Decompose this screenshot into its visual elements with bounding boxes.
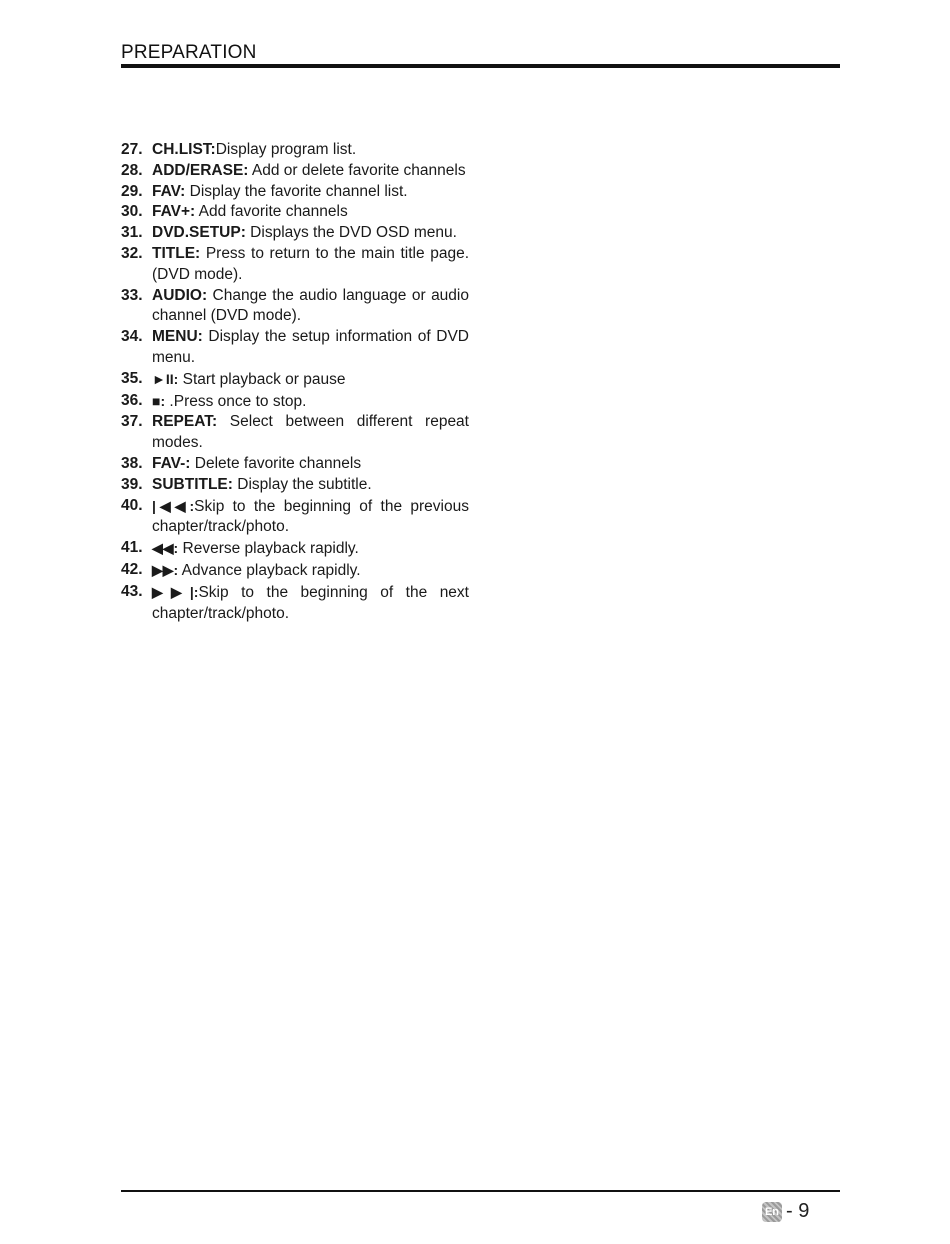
item-body: [152, 391, 469, 413]
list-item: [121, 475, 469, 496]
item-text: Skip to the beginning of the next chapter/track/photo.: [152, 583, 469, 622]
item-number: 28.: [121, 161, 143, 179]
fast-forward-icon: ▶▶:: [152, 561, 179, 578]
item-body: [152, 202, 469, 223]
item-text: Skip to the beginning of the previous chapter/track/photo.: [152, 497, 469, 536]
item-key: SUBTITLE:: [152, 475, 233, 493]
list-item: [121, 538, 469, 560]
item-number: 43.: [121, 582, 143, 600]
item-body: [152, 244, 469, 286]
item-body: [152, 369, 469, 391]
item-text: Change the audio language or audio channel (DVD mode).: [152, 286, 469, 325]
play-pause-icon: ►II:: [152, 370, 179, 387]
list-item: [121, 223, 469, 244]
list-item: [121, 369, 469, 391]
item-text: Displays the DVD OSD menu.: [245, 224, 457, 242]
item-body: [152, 582, 469, 625]
item-text: Press to return to the main title page. (DVD mode).: [152, 244, 469, 283]
item-text: Display the setup information of DVD menu.: [152, 328, 469, 366]
item-number: 27.: [121, 141, 143, 158]
list-item: [121, 202, 469, 223]
item-number: 30.: [121, 203, 143, 221]
item-key: TITLE:: [152, 244, 201, 262]
item-body: [152, 182, 469, 203]
item-number: 42.: [121, 560, 143, 578]
item-key: FAV-:: [152, 454, 191, 472]
list-item: [121, 496, 469, 539]
item-text: .Press once to stop.: [165, 392, 307, 410]
item-body: [152, 286, 469, 328]
item-key: AUDIO:: [152, 286, 208, 304]
list-item: [121, 560, 469, 582]
rewind-icon: ◀◀:: [152, 540, 179, 557]
item-body: [152, 161, 469, 182]
item-number: 34.: [121, 328, 143, 346]
item-key: ADD/ERASE:: [152, 161, 249, 179]
item-number: 31.: [121, 224, 143, 242]
footer-rule: [121, 1190, 840, 1192]
item-body: [152, 496, 469, 539]
item-number: 40.: [121, 496, 143, 514]
item-text: Display the subtitle.: [232, 475, 372, 493]
item-text: Add favorite channels: [195, 203, 348, 221]
item-number: 32.: [121, 244, 143, 262]
skip-previous-icon: |◀◀:: [152, 497, 195, 514]
page-number: [762, 1200, 809, 1223]
item-key: FAV:: [152, 182, 186, 200]
item-text: Add or delete favorite channels: [248, 161, 466, 179]
item-number: 36.: [121, 391, 143, 409]
item-text: Advance playback rapidly.: [178, 561, 361, 579]
item-number: 41.: [121, 539, 143, 557]
list-item: [121, 182, 469, 203]
item-body: [152, 412, 469, 454]
page-number-text: - 9: [786, 1200, 810, 1222]
item-number: 33.: [121, 286, 143, 304]
list-item: [121, 582, 469, 625]
list-item: [121, 286, 469, 328]
item-body: [152, 538, 469, 560]
item-body: [152, 475, 469, 496]
item-body: [152, 140, 469, 161]
item-text: Select between different repeat modes.: [152, 413, 469, 452]
list-item: [121, 140, 469, 161]
list-item: [121, 412, 469, 454]
item-key: FAV+:: [152, 203, 196, 221]
item-number: 29.: [121, 182, 143, 200]
item-body: [152, 327, 469, 369]
item-text: Display the favorite channel list.: [185, 182, 408, 200]
item-key: DVD.SETUP:: [152, 224, 246, 242]
item-text: Delete favorite channels: [190, 454, 362, 472]
item-number: 37.: [121, 413, 143, 431]
header-rule: [121, 64, 840, 68]
list-item: [121, 244, 469, 286]
item-body: [152, 223, 469, 244]
button-description-list: [121, 140, 469, 624]
list-item: [121, 454, 469, 475]
skip-next-icon: ▶▶|:: [152, 583, 199, 600]
item-body: [152, 454, 469, 475]
item-key: CH.LIST:: [152, 141, 216, 158]
item-number: 39.: [121, 475, 143, 493]
item-number: 38.: [121, 454, 143, 472]
language-badge-icon: En: [762, 1202, 782, 1222]
item-body: [152, 560, 469, 582]
item-text: Reverse playback rapidly.: [178, 540, 359, 558]
list-item: [121, 161, 469, 182]
item-text: Display program list.: [215, 141, 357, 158]
stop-icon: ■:: [152, 392, 166, 409]
item-number: 35.: [121, 369, 143, 387]
item-key: MENU:: [152, 328, 203, 346]
page-header-title: PREPARATION: [121, 42, 257, 63]
list-item: [121, 327, 469, 369]
item-key: REPEAT:: [152, 413, 218, 431]
item-text: Start playback or pause: [178, 370, 346, 388]
list-item: [121, 391, 469, 413]
